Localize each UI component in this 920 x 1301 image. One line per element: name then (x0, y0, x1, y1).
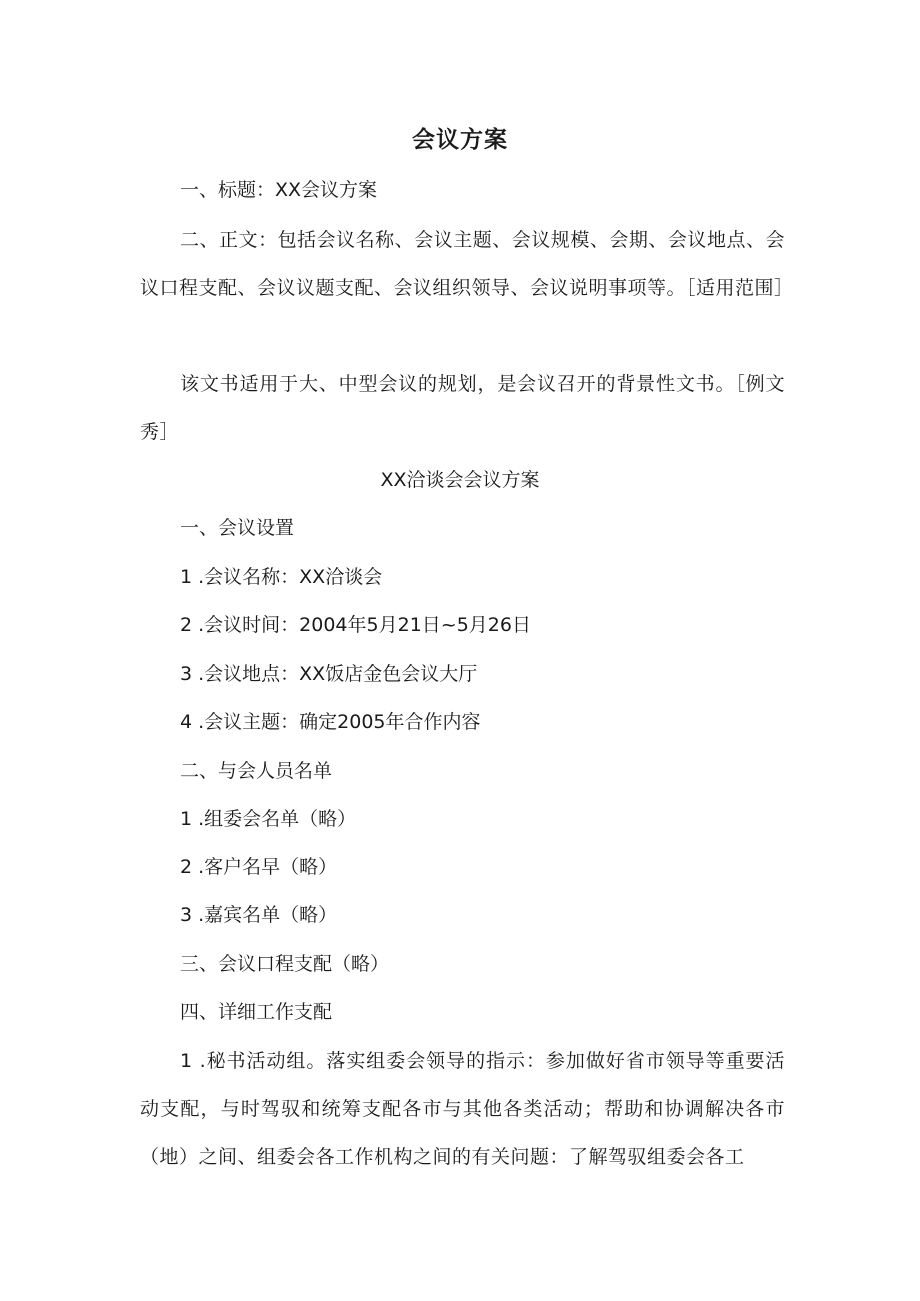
section1-heading: 一、会议设置 (180, 517, 295, 539)
section4-paragraph: 1 .秘书活动组。落实组委会领导的指示：参加做好省市领导等重要活动支配，与时驾驭和统筹支配各市与其他各类活动；帮助和协调解决各市（地）之间、组委会各工作机构之间的有关问题：了解驾驭组委会各工 (140, 1050, 785, 1168)
heading-title-line: 一、标题：XX会议方案 (180, 179, 378, 201)
section2-item-1: 1 .组委会名单（略） (180, 808, 357, 830)
section2-item-3: 3 .嘉宾名单（略） (180, 904, 338, 926)
section3-heading: 三、会议口程支配（略） (180, 953, 390, 975)
section1-item-3: 3 .会议地点：XX饭店金色会议大厅 (180, 663, 478, 685)
document-title: 会议方案 (412, 127, 508, 153)
section4-heading: 四、详细工作支配 (180, 1001, 333, 1023)
example-title: XX洽谈会会议方案 (380, 469, 540, 491)
body-intro-paragraph: 二、正文：包括会议名称、会议主题、会议规模、会期、会议地点、会议口程支配、会议议题支配、会议组织领导、会议说明事项等。［适用范围］ (140, 229, 794, 299)
section1-item-2: 2 .会议时间：2004年5月21日~5月26日 (180, 614, 531, 636)
section2-item-2: 2 .客户名早（略） (180, 856, 338, 878)
section1-item-4: 4 .会议主题：确定2005年合作内容 (180, 711, 481, 733)
scope-paragraph: 该文书适用于大、中型会议的规划，是会议召开的背景性文书。［例文秀］ (140, 373, 785, 443)
section1-item-1: 1 .会议名称：XX洽谈会 (180, 566, 383, 588)
section2-heading: 二、与会人员名单 (180, 760, 333, 782)
